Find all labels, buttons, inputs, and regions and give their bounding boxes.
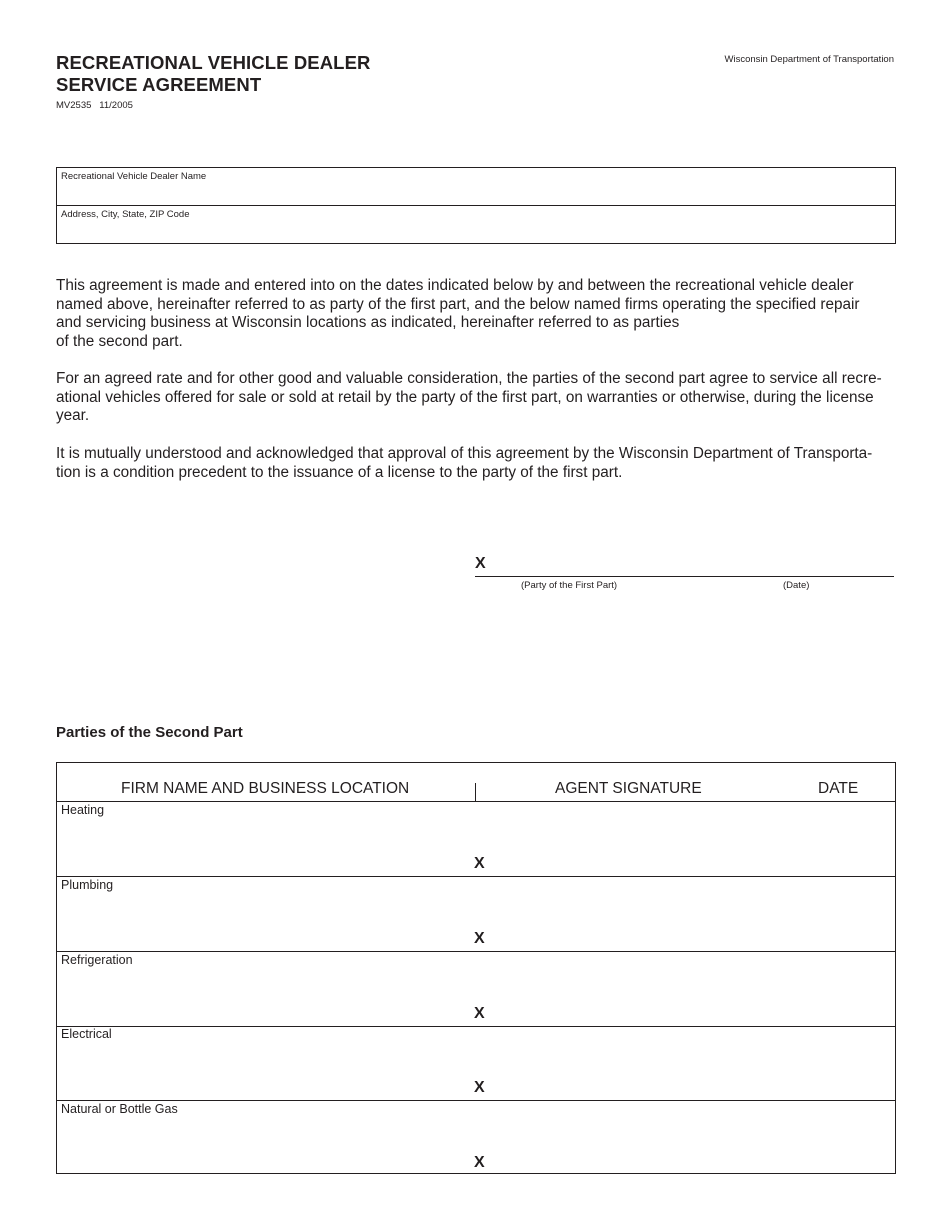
agent-signature-mark: X	[474, 1005, 485, 1022]
first-party-signature-line[interactable]	[475, 576, 894, 577]
dealer-address-input[interactable]	[61, 222, 891, 242]
table-row-refrigeration[interactable]	[57, 952, 895, 1027]
dealer-info-box	[56, 167, 896, 244]
paragraph-line: tion is a condition precedent to the issuance of a license to the party of the first part.	[56, 463, 623, 481]
dealer-name-row	[57, 168, 895, 206]
table-row-electrical[interactable]	[57, 1026, 895, 1101]
paragraph-line: This agreement is made and entered into on the dates indicated below by and between the recreational vehicle dealer	[56, 277, 854, 294]
paragraph-line: ational vehicles offered for sale or sold at retail by the party of the first part, on warranties or otherwise, during the license	[56, 388, 874, 406]
paragraph-line: It is mutually understood and acknowledged that approval of this agreement by the Wisconsin Department of Transporta-	[56, 445, 873, 462]
agent-signature-mark: X	[474, 1079, 485, 1096]
paragraph-line: named above, hereinafter referred to as party of the first part, and the below named firms operating the specified repair	[56, 295, 860, 313]
table-row-heating[interactable]	[57, 802, 895, 877]
row-label: Refrigeration	[61, 953, 133, 967]
first-party-caption: (Party of the First Part)	[521, 580, 618, 591]
paragraph-line: For an agreed rate and for other good and valuable consideration, the parties of the second part agree to service all recre-	[56, 370, 882, 387]
paragraph-line: of the second part.	[56, 332, 183, 350]
form-title-line-1: RECREATIONAL VEHICLE DEALER	[56, 52, 371, 73]
row-label: Heating	[61, 803, 105, 817]
agent-signature-mark: X	[474, 855, 485, 872]
agency-name: Wisconsin Department of Transportation	[724, 54, 894, 65]
column-header-firm: FIRM NAME AND BUSINESS LOCATION	[121, 780, 410, 797]
row-label: Plumbing	[61, 878, 114, 892]
table-row-plumbing[interactable]	[57, 877, 895, 952]
column-header-date: DATE	[818, 780, 859, 797]
column-header-agent: AGENT SIGNATURE	[555, 780, 702, 797]
form-number: MV2535 11/2005	[56, 100, 133, 111]
paragraph-line: and servicing business at Wisconsin locations as indicated, hereinafter referred to as parties	[56, 314, 680, 332]
agent-signature-mark: X	[474, 930, 485, 947]
form-title	[56, 52, 370, 96]
table-row-gas[interactable]	[57, 1101, 895, 1175]
first-party-signature-mark: X	[475, 555, 486, 572]
dealer-address-label: Address, City, State, ZIP Code	[61, 209, 190, 220]
column-divider	[475, 783, 476, 801]
row-label: Electrical	[61, 1027, 112, 1041]
agent-signature-mark: X	[474, 1154, 485, 1171]
second-part-section-title: Parties of the Second Part	[56, 724, 243, 741]
first-party-date-caption: (Date)	[783, 580, 810, 591]
agreement-paragraph-2	[56, 370, 896, 426]
table-header	[57, 763, 895, 802]
second-part-table	[56, 762, 896, 1174]
agreement-paragraph-3	[56, 445, 896, 482]
form-title-line-2: SERVICE AGREEMENT	[56, 74, 262, 95]
agreement-paragraph-1	[56, 277, 896, 351]
paragraph-line: year.	[56, 407, 90, 425]
dealer-address-row	[57, 206, 895, 243]
dealer-name-input[interactable]	[61, 184, 891, 204]
row-label: Natural or Bottle Gas	[61, 1102, 178, 1116]
dealer-name-label: Recreational Vehicle Dealer Name	[61, 171, 207, 182]
